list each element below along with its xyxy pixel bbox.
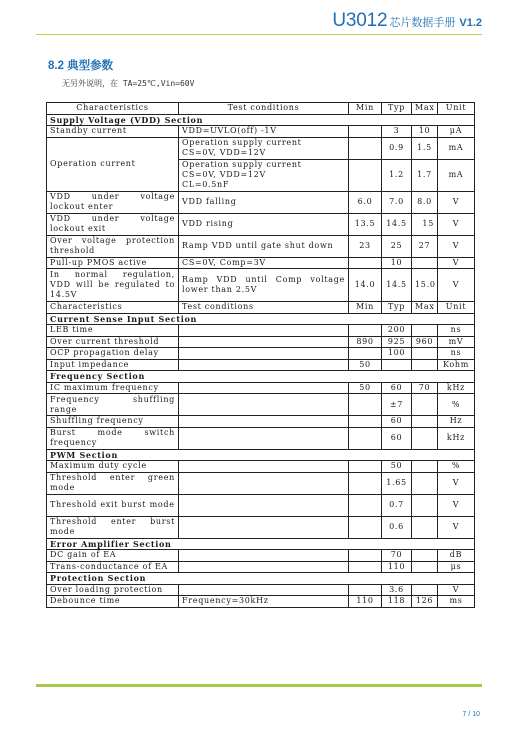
cell — [179, 348, 349, 360]
cell: In normal regulation, VDD will be regulated to 14.5V — [47, 269, 179, 302]
section-row — [47, 538, 475, 550]
header-version: V1.2 — [459, 17, 482, 29]
cell: 15.0 — [412, 269, 438, 302]
section-row — [47, 449, 475, 461]
col-header: Max — [412, 103, 438, 115]
table-row — [47, 257, 475, 269]
cell: 110 — [349, 596, 382, 608]
cell: mV — [438, 336, 475, 348]
cell: 10 — [382, 257, 412, 269]
cell — [179, 336, 349, 348]
cell: 15 — [412, 213, 438, 235]
table-row — [47, 191, 475, 213]
cell — [179, 382, 349, 394]
section-row — [47, 371, 475, 383]
table-row — [47, 550, 475, 562]
cell: mA — [438, 159, 475, 191]
table-row — [47, 561, 475, 573]
cell: % — [438, 394, 475, 416]
section-label: PWM Section — [47, 449, 475, 461]
cell: μs — [438, 561, 475, 573]
cell: 1.65 — [382, 472, 412, 494]
cell: V — [438, 494, 475, 516]
cell: Ramp VDD until gate shut down — [179, 235, 349, 257]
section-title: 8.2 典型参数 — [48, 60, 114, 72]
cell: ns — [438, 325, 475, 337]
cell: Over voltage protection threshold — [47, 235, 179, 257]
cell: 25 — [382, 235, 412, 257]
cell — [412, 561, 438, 573]
conditions-note: 无另外说明，在 TA=25℃,Vin=60V — [62, 79, 195, 88]
cell: Input impedance — [47, 359, 179, 371]
cell: 0.9 — [382, 137, 412, 159]
cell: 23 — [349, 235, 382, 257]
cell: ±7 — [382, 394, 412, 416]
col-header: Min — [349, 103, 382, 115]
cell — [349, 561, 382, 573]
table-row — [47, 416, 475, 428]
cell — [349, 494, 382, 516]
cell: 0.6 — [382, 516, 412, 538]
table-row — [47, 126, 475, 138]
cell: 200 — [382, 325, 412, 337]
cell — [349, 325, 382, 337]
cell: LEB time — [47, 325, 179, 337]
cell: 100 — [382, 348, 412, 360]
section-label: Protection Section — [47, 573, 475, 585]
col-header: Characteristics — [47, 302, 179, 314]
cell — [179, 494, 349, 516]
cell — [412, 427, 438, 449]
cell — [179, 550, 349, 562]
col-header: Test conditions — [179, 103, 349, 115]
cell — [349, 137, 382, 159]
cell — [179, 472, 349, 494]
cell: Kohm — [438, 359, 475, 371]
cell — [382, 359, 412, 371]
cell — [349, 257, 382, 269]
cell — [349, 427, 382, 449]
cell: 960 — [412, 336, 438, 348]
section-label: Frequency Section — [47, 371, 475, 383]
cell: 126 — [412, 596, 438, 608]
table-row — [47, 348, 475, 360]
header-model: U3012 — [332, 10, 388, 31]
col-header: Unit — [438, 103, 475, 115]
col-header: Max — [412, 302, 438, 314]
footer-rule — [36, 684, 482, 687]
cell — [349, 416, 382, 428]
doc-header — [332, 10, 482, 32]
cell: 14.5 — [382, 213, 412, 235]
cell: Standby current — [47, 126, 179, 138]
cell — [349, 394, 382, 416]
cell — [412, 584, 438, 596]
cell — [349, 461, 382, 473]
table-row — [47, 427, 475, 449]
cell — [349, 472, 382, 494]
cell — [412, 461, 438, 473]
cell: 1.5 — [412, 137, 438, 159]
table-subheader-row — [47, 302, 475, 314]
cell: 14.5 — [382, 269, 412, 302]
cell: Shuffling frequency — [47, 416, 179, 428]
cell: 0.7 — [382, 494, 412, 516]
cell: 27 — [412, 235, 438, 257]
cell: Frequency shuffling range — [47, 394, 179, 416]
cell: 50 — [349, 382, 382, 394]
cell: mA — [438, 137, 475, 159]
cell: CS=0V, Comp=3V — [179, 257, 349, 269]
table-row — [47, 596, 475, 608]
cell: V — [438, 235, 475, 257]
cell — [179, 516, 349, 538]
cell: VDD rising — [179, 213, 349, 235]
cell: Operation current — [47, 137, 179, 191]
cell — [349, 159, 382, 191]
cell: ns — [438, 348, 475, 360]
cell — [179, 461, 349, 473]
cell: Pull-up PMOS active — [47, 257, 179, 269]
cell: DC gain of EA — [47, 550, 179, 562]
cell: V — [438, 472, 475, 494]
cell: 60 — [382, 427, 412, 449]
cell: ms — [438, 596, 475, 608]
cell: μA — [438, 126, 475, 138]
cell: 8.0 — [412, 191, 438, 213]
table-row — [47, 137, 475, 159]
cell — [412, 472, 438, 494]
table-row — [47, 235, 475, 257]
cell — [179, 584, 349, 596]
col-header: Typ — [382, 103, 412, 115]
table-row — [47, 394, 475, 416]
col-header: Characteristics — [47, 103, 179, 115]
cell — [349, 516, 382, 538]
section-row — [47, 114, 475, 126]
col-header: Test conditions — [179, 302, 349, 314]
cell: 60 — [382, 416, 412, 428]
cell — [412, 359, 438, 371]
table-row — [47, 494, 475, 516]
table-row — [47, 516, 475, 538]
cell: 890 — [349, 336, 382, 348]
cell: Ramp VDD until Comp voltage lower than 2.5V — [179, 269, 349, 302]
section-label: Current Sense Input Section — [47, 313, 475, 325]
cell: Threshold exit burst mode — [47, 494, 179, 516]
cell: V — [438, 516, 475, 538]
table-row — [47, 382, 475, 394]
col-header: Unit — [438, 302, 475, 314]
table-row — [47, 336, 475, 348]
table-row — [47, 269, 475, 302]
cell: VDD under voltage lockout enter — [47, 191, 179, 213]
cell: 110 — [382, 561, 412, 573]
cell — [179, 325, 349, 337]
cell: VDD falling — [179, 191, 349, 213]
cell: % — [438, 461, 475, 473]
cell — [179, 561, 349, 573]
cell: V — [438, 584, 475, 596]
table-row — [47, 472, 475, 494]
cell: 60 — [382, 382, 412, 394]
cell — [412, 257, 438, 269]
table-row — [47, 325, 475, 337]
cell: 3.6 — [382, 584, 412, 596]
cell: 70 — [412, 382, 438, 394]
cell: Burst mode switch frequency — [47, 427, 179, 449]
cell — [412, 550, 438, 562]
cell — [179, 394, 349, 416]
cell: IC maximum frequency — [47, 382, 179, 394]
page-number: 7 / 10 — [462, 711, 480, 718]
cell: OCP propagation delay — [47, 348, 179, 360]
cell: 50 — [382, 461, 412, 473]
cell: 6.0 — [349, 191, 382, 213]
cell: 10 — [412, 126, 438, 138]
cell — [412, 325, 438, 337]
cell: 1.7 — [412, 159, 438, 191]
cell: 118 — [382, 596, 412, 608]
cell: Debounce time — [47, 596, 179, 608]
cell: Operation supply current CS=0V, VDD=12V CL=0.5nF — [179, 159, 349, 191]
section-row — [47, 313, 475, 325]
cell: V — [438, 191, 475, 213]
cell — [179, 359, 349, 371]
cell: V — [438, 269, 475, 302]
cell: 3 — [382, 126, 412, 138]
cell: VDD=UVLO(off) -1V — [179, 126, 349, 138]
cell: Frequency=30kHz — [179, 596, 349, 608]
cell — [179, 416, 349, 428]
cell: VDD under voltage lockout exit — [47, 213, 179, 235]
table-row — [47, 359, 475, 371]
cell: Over current threshold — [47, 336, 179, 348]
table-row — [47, 461, 475, 473]
section-label: Error Amplifier Section — [47, 538, 475, 550]
cell — [412, 348, 438, 360]
header-subtitle: 芯片数据手册 — [389, 17, 456, 29]
cell: Hz — [438, 416, 475, 428]
cell: V — [438, 213, 475, 235]
col-header: Min — [349, 302, 382, 314]
section-row — [47, 573, 475, 585]
cell: Operation supply current CS=0V, VDD=12V — [179, 137, 349, 159]
cell — [179, 427, 349, 449]
cell: Threshold enter burst mode — [47, 516, 179, 538]
cell: 14.0 — [349, 269, 382, 302]
table-header-row — [47, 103, 475, 115]
cell: kHz — [438, 427, 475, 449]
cell: kHz — [438, 382, 475, 394]
cell — [349, 584, 382, 596]
cell: Trans-conductance of EA — [47, 561, 179, 573]
cell: Maximum duty cycle — [47, 461, 179, 473]
cell — [412, 416, 438, 428]
header-rule — [36, 34, 482, 35]
cell — [412, 516, 438, 538]
cell — [349, 126, 382, 138]
cell: 1.2 — [382, 159, 412, 191]
cell: 925 — [382, 336, 412, 348]
cell: dB — [438, 550, 475, 562]
cell: Threshold enter green mode — [47, 472, 179, 494]
table-row — [47, 213, 475, 235]
cell: 13.5 — [349, 213, 382, 235]
cell — [412, 394, 438, 416]
col-header: Typ — [382, 302, 412, 314]
cell: 7.0 — [382, 191, 412, 213]
table-row — [47, 584, 475, 596]
parameters-table — [46, 102, 475, 608]
cell: 50 — [349, 359, 382, 371]
cell — [349, 550, 382, 562]
cell — [349, 348, 382, 360]
cell: Over loading protection — [47, 584, 179, 596]
cell — [412, 494, 438, 516]
section-label: Supply Voltage (VDD) Section — [47, 114, 475, 126]
cell: V — [438, 257, 475, 269]
cell: 70 — [382, 550, 412, 562]
